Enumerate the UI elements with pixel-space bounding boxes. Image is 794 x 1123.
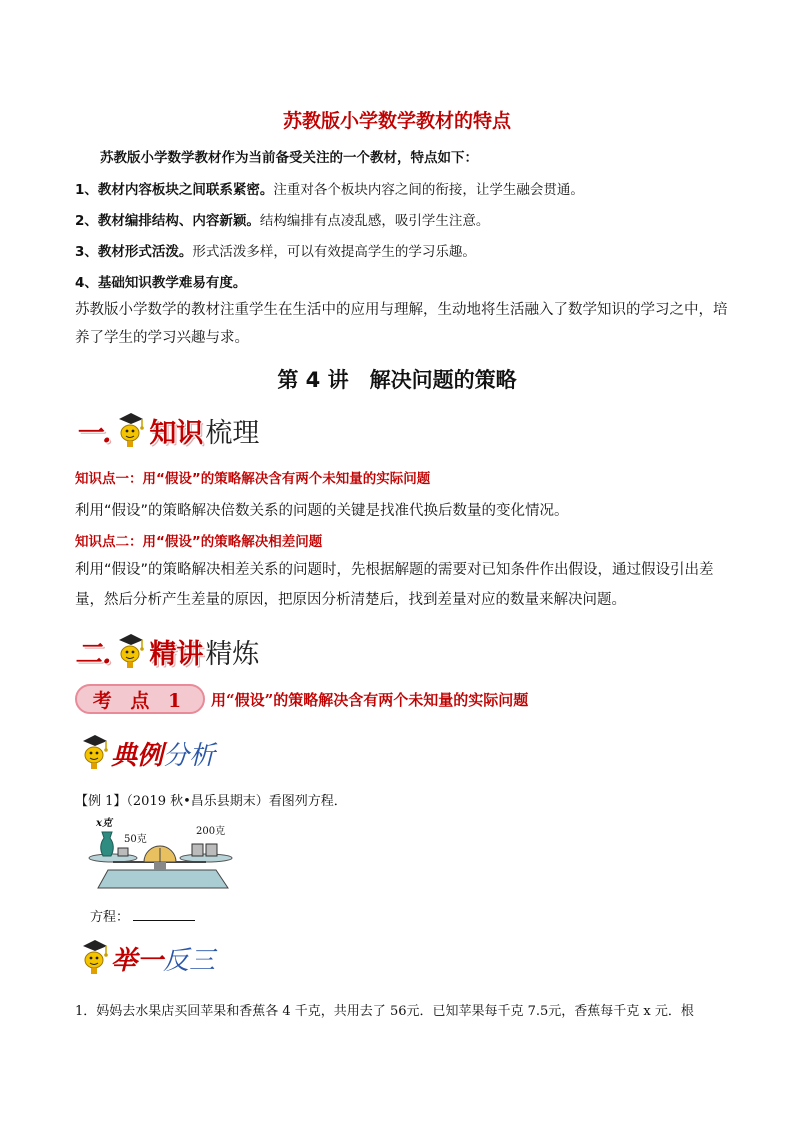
section-word-red: 精讲	[149, 639, 204, 670]
feature-text: 结构编排有点凌乱感，吸引学生注意。	[259, 213, 490, 229]
feature-bold: 4、基础知识教学难易有度。	[75, 275, 247, 291]
exam-point-title: 用“假设”的策略解决含有两个未知量的实际问题	[211, 690, 529, 709]
feature-bold: 1、教材内容板块之间联系紧密。	[75, 182, 274, 198]
knowledge-point-title: 知识点二：用“假设”的策略解决相差问题	[75, 534, 323, 550]
heading-word-red: 举一	[111, 946, 164, 976]
equation-answer-blank[interactable]	[133, 908, 195, 921]
feature-item	[75, 178, 584, 198]
feature-bold: 3、教材形式活泼。	[75, 244, 193, 260]
typical-example-heading	[75, 728, 215, 772]
vase-weight-label: x克	[96, 818, 112, 829]
practice-heading	[75, 933, 215, 977]
section-word-red: 知识	[149, 418, 204, 449]
knowledge-point-title: 知识点一：用“假设”的策略解决含有两个未知量的实际问题	[75, 471, 431, 487]
balance-scale-image	[88, 812, 238, 898]
feature-bold: 2、教材编排结构、内容新颖。	[75, 213, 260, 229]
heading-word-blue: 分析	[163, 741, 216, 771]
section-word-black: 精炼	[205, 639, 260, 670]
feature-item	[75, 209, 489, 229]
graduation-bee-icon	[115, 410, 145, 448]
intro-text: 苏教版小学数学教材作为当前备受关注的一个教材，特点如下：	[100, 150, 478, 166]
feature-item	[75, 271, 246, 291]
section-heading-knowledge	[75, 402, 259, 450]
summary-paragraph: 苏教版小学数学的教材注重学生在生活中的应用与理解，生动地将生活融入了数学知识的学习之中，培养了学生的学习兴趣与求。	[75, 302, 728, 346]
feature-text: 注重对各个板块内容之间的衔接，让学生融会贯通。	[273, 182, 584, 198]
section-number: 一.	[75, 418, 112, 449]
right-weight-label: 200克	[196, 826, 226, 837]
small-weight-label: 50克	[124, 834, 147, 845]
equation-label: 方程：	[90, 910, 130, 925]
practice-problem-1: 1．妈妈去水果店买回苹果和香蕉各 4 千克，共用去了 56元．已知苹果每千克 7.5元，香蕉每千克 x 元．根	[75, 1004, 694, 1019]
exam-point-banner	[75, 683, 528, 715]
heading-word-blue: 反三	[163, 946, 216, 976]
knowledge-point-text: 利用“假设”的策略解决倍数关系的问题的关键是找准代换后数量的变化情况。	[75, 503, 569, 519]
example-question: 【例 1】（2019 秋•昌乐县期末）看图列方程．	[75, 794, 347, 809]
section-word-black: 梳理	[205, 418, 260, 449]
graduation-bee-icon	[79, 937, 109, 975]
exam-point-badge: 考 点 1	[75, 684, 205, 714]
graduation-bee-icon	[79, 732, 109, 770]
document-title: 苏教版小学数学教材的特点	[282, 110, 511, 132]
lecture-title: 第 4 讲 解决问题的策略	[277, 368, 517, 392]
graduation-bee-icon	[115, 631, 145, 669]
feature-item	[75, 240, 476, 260]
section-number: 二.	[75, 639, 112, 670]
knowledge-point-text: 利用“假设”的策略解决相差关系的问题时，先根据解题的需要对已知条件作出假设，通过假设引出差量，然后分析产生差量的原因，把原因分析清楚后，找到差量对应的数量来解决问题。	[75, 562, 714, 608]
heading-word-red: 典例	[111, 741, 164, 771]
equation-line	[90, 906, 195, 925]
feature-text: 形式活泼多样，可以有效提高学生的学习乐趣。	[192, 244, 476, 260]
section-heading-practice	[75, 623, 259, 671]
